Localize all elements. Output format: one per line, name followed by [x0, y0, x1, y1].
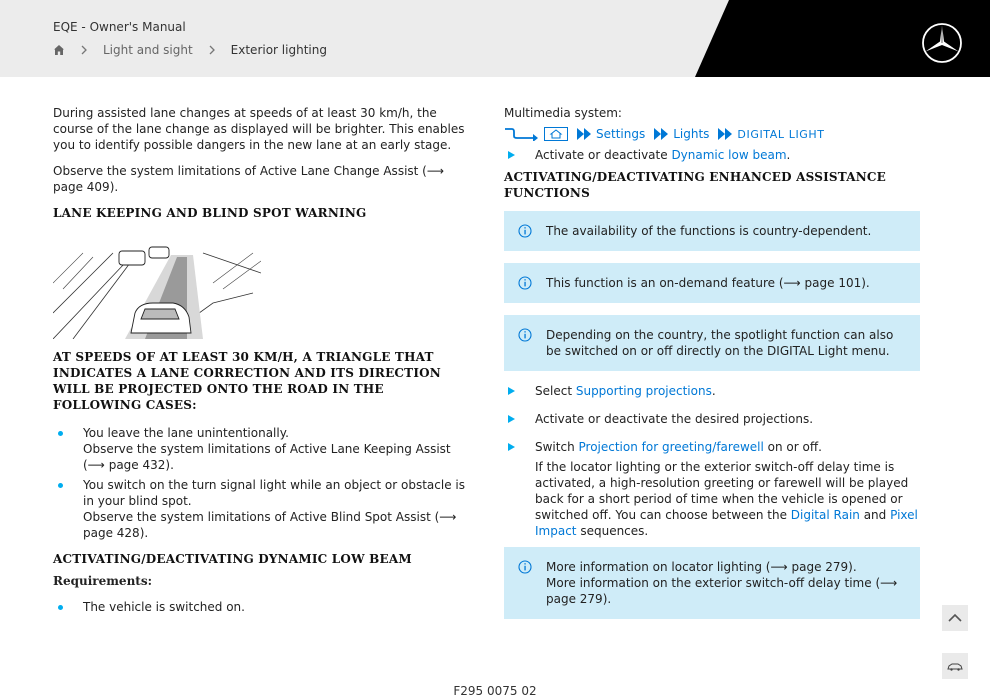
breadcrumb-item-light-and-sight[interactable]: Light and sight [103, 43, 193, 57]
bullet-icon [58, 605, 63, 610]
pixel-impact-link[interactable]: Pixel Impact [535, 508, 918, 538]
paragraph-system-limitations: Observe the system limitations of Active Lane Change Assist (⟶ page 409). [53, 164, 445, 194]
enhanced-assistance-steps [504, 383, 920, 539]
step-detail-conjunction: and [859, 508, 891, 522]
home-icon[interactable] [544, 127, 568, 141]
supporting-projections-link[interactable]: Supporting projections [575, 384, 712, 398]
triangle-bullet-icon [508, 443, 515, 451]
chevron-up-icon [948, 613, 962, 623]
breadcrumb [53, 42, 327, 58]
multimedia-system-label: Multimedia system: [504, 106, 622, 120]
info-icon [518, 328, 532, 342]
mercedes-star-icon[interactable] [920, 21, 964, 65]
figure-code: F295 0075 02 [453, 684, 537, 698]
step-item [504, 383, 920, 399]
step-item [504, 147, 920, 163]
info-icon [518, 560, 532, 574]
menu-entry-arrow-icon [504, 127, 540, 141]
info-note-text: Depending on the country, the spotlight function can also be switched on or off directly on the DIGITAL Light menu. [546, 328, 894, 358]
digital-rain-link[interactable]: Digital Rain [790, 508, 860, 522]
step-item [504, 439, 920, 539]
chevron-right-icon [207, 45, 217, 55]
list-item-text: The vehicle is switched on. [83, 600, 245, 614]
right-column [504, 105, 920, 631]
manual-title: EQE - Owner's Manual [53, 20, 186, 34]
list-item [53, 425, 471, 473]
list-item-text: You switch on the turn signal light while an object or obstacle is in your blind spot. [83, 478, 465, 508]
double-chevron-icon [576, 128, 592, 140]
heading-enhanced-assistance: ACTIVATING/DEACTIVATING ENHANCED ASSISTANCE FUNCTIONS [504, 170, 887, 200]
heading-lane-keeping: LANE KEEPING AND BLIND SPOT WARNING [53, 206, 367, 220]
menu-path [504, 125, 920, 143]
info-note [504, 263, 920, 303]
info-note [504, 547, 920, 619]
step-detail-text: If the locator lighting or the exterior switch-off delay time is activated, a high-resolution greeting or farewell will be played back for a short period of time when the vehicle is opened or switched off. You can choose between the [535, 460, 909, 522]
vehicle-view-button[interactable] [942, 653, 968, 679]
step-detail [535, 459, 920, 539]
requirements-list [53, 599, 471, 615]
bullet-icon [58, 483, 63, 488]
menu-path-lights[interactable]: Lights [673, 127, 710, 141]
menu-path-digital-light[interactable]: DIGITAL LIGHT [737, 127, 825, 141]
triangle-bullet-icon [508, 387, 515, 395]
step-text-suffix: . [711, 384, 716, 398]
info-note-text: This function is an on-demand feature (⟶ page 101). [546, 276, 870, 290]
home-icon[interactable] [53, 44, 65, 56]
double-chevron-icon [717, 128, 733, 140]
list-item [53, 599, 471, 615]
info-note [504, 211, 920, 251]
list-item-subtext: Observe the system limitations of Active Lane Keeping Assist (⟶ page 432). [83, 442, 451, 472]
chevron-right-icon [79, 45, 89, 55]
dynamic-low-beam-link[interactable]: Dynamic low beam [671, 148, 787, 162]
list-item-subtext: Observe the system limitations of Active Blind Spot Assist (⟶ page 428). [83, 510, 457, 540]
step-text-suffix: on or off. [763, 440, 822, 454]
info-note-text: More information on the exterior switch-off delay time (⟶ page 279). [546, 576, 898, 606]
info-note-text: More information on locator lighting (⟶ page 279). [546, 560, 857, 574]
step-text: Select [535, 384, 576, 398]
scroll-to-top-button[interactable] [942, 605, 968, 631]
heading-dynamic-low-beam: ACTIVATING/DEACTIVATING DYNAMIC LOW BEAM [53, 552, 412, 566]
info-icon [518, 276, 532, 290]
bullet-icon [58, 431, 63, 436]
info-note-text: The availability of the functions is country-dependent. [546, 224, 872, 238]
step-text-suffix: . [786, 148, 791, 162]
step-item [504, 411, 920, 427]
step-text: Activate or deactivate [535, 148, 672, 162]
paragraph-lane-change: During assisted lane changes at speeds of at least 30 km/h, the course of the lane change as displayed will be brighter. This enables you to identify possible dangers in the new lane at an early stage. [53, 106, 465, 152]
list-item-text: You leave the lane unintentionally. [83, 426, 289, 440]
menu-path-settings[interactable]: Settings [596, 127, 646, 141]
info-note [504, 315, 920, 371]
triangle-bullet-icon [508, 415, 515, 423]
info-icon [518, 224, 532, 238]
projection-cases-list [53, 425, 471, 541]
step-text: Switch [535, 440, 579, 454]
step-detail-suffix: sequences. [576, 524, 649, 538]
triangle-bullet-icon [508, 151, 515, 159]
left-column [53, 105, 471, 619]
lane-keeping-illustration [53, 233, 261, 339]
double-chevron-icon [653, 128, 669, 140]
list-item [53, 477, 471, 541]
breadcrumb-item-exterior-lighting: Exterior lighting [230, 43, 327, 57]
dynamic-low-beam-steps [504, 147, 920, 163]
step-text: Activate or deactivate the desired projections. [535, 412, 814, 426]
page-header [0, 0, 990, 77]
projection-greeting-farewell-link[interactable]: Projection for greeting/farewell [578, 440, 764, 454]
requirements-label: Requirements: [53, 574, 153, 588]
heading-projection-cases: AT SPEEDS OF AT LEAST 30 KM/H, A TRIANGLE THAT INDICATES A LANE CORRECTION AND ITS DIRECTION WILL BE PROJECTED ONTO THE ROAD IN THE FOLLOWING CASES: [53, 350, 441, 412]
car-icon [947, 661, 963, 671]
